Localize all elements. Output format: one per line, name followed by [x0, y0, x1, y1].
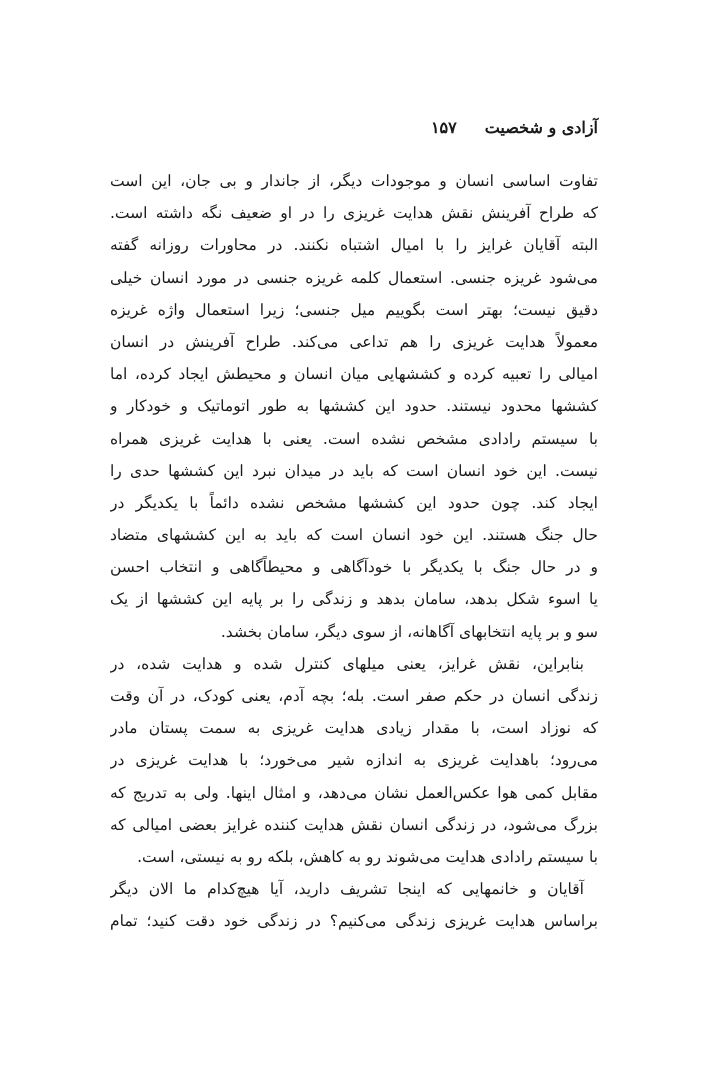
paragraph-2: [110, 648, 598, 873]
text-line: دقیق نیست؛ بهتر است بگوییم میل جنسی؛ زیرا استعمال واژه غریزه: [110, 300, 598, 319]
body-text: [110, 165, 598, 938]
text-line: با سیستم رادادی مشخص نشده است. یعنی با هدایت غریزی همراه: [110, 429, 598, 448]
running-head: [350, 118, 598, 144]
paragraph-3: [110, 873, 598, 937]
text-line: مقابل کمی هوا عکس‌العمل نشان می‌دهد، و امثال اینها. ولی به تدریج که: [110, 783, 598, 802]
paragraph-1: [110, 165, 598, 648]
text-line: آقایان و خانمهایی که اینجا تشریف دارید، آیا هیچ‌کدام ما الان دیگر: [110, 880, 584, 899]
text-line: زندگی انسان در حکم صفر است. بله؛ بچه آدم، یعنی کودک، در آن وقت: [110, 687, 598, 705]
text-line: البته آقایان غرایز را با امیال اشتباه نکنند. در محاورات روزانه گفته: [110, 236, 598, 255]
text-line: تفاوت اساسی انسان و موجودات دیگر، از جاندار و بی جان، این است: [110, 172, 598, 190]
text-line: ایجاد کند. چون حدود این کششها مشخص نشده دائماً با یکدیگر در: [110, 493, 598, 512]
running-head-title: آزادی و شخصیت: [484, 118, 598, 137]
text-line: می‌شود غریزه جنسی. استعمال کلمه غریزه جنسی در مورد انسان خیلی: [110, 268, 598, 287]
text-line: کششها محدود نیستند. حدود این کششها به طور اتوماتیک و خودکار و: [110, 397, 598, 416]
text-line: براساس هدایت غریزی زندگی می‌کنیم؟ در زندگی خود دقت کنید؛ تمام: [110, 912, 598, 931]
text-line: یا اسوء شکل بدهد، سامان بدهد و زندگی را بر پایه این کششها از یک: [110, 590, 598, 609]
text-line: با سیستم رادادی هدایت می‌شوند رو به کاهش، بلکه رو به نیستی، است.: [137, 847, 598, 866]
text-line: امیالی را تعبیه کرده و کششهایی میان انسان و محیطش ایجاد کرده، اما: [110, 365, 598, 384]
text-line: نیست. این خود انسان است که باید در میدان نبرد این کششها حدی را: [110, 461, 598, 480]
text-line: سو و بر پایه انتخابهای آگاهانه، از سوی دیگر، سامان بخشد.: [220, 622, 598, 641]
text-line: بنابراین، نقش غرایز، یعنی میلهای کنترل شده و هدایت شده، در: [110, 654, 584, 673]
text-line: معمولاً هدایت غریزی را هم تداعی می‌کند. طراح آفرینش در انسان: [110, 332, 598, 351]
text-line: بزرگ می‌شود، در زندگی انسان نقش هدایت کننده غرایز بعضی امیالی که: [110, 815, 598, 834]
page-number: ۱۵۷: [430, 118, 457, 137]
text-line: و در حال جنگ با یکدیگر با خودآگاهی و محیطاًگاهی و انتخاب احسن: [110, 558, 598, 577]
text-line: می‌رود؛ باهدایت غریزی به اندازه شیر می‌خورد؛ با هدایت غریزی در: [110, 751, 598, 770]
text-line: حال جنگ هستند. این خود انسان است که باید به این کششهای متضاد: [110, 526, 598, 545]
text-line: که نوزاد است، با مقدار زیادی هدایت غریزی به سمت پستان مادر: [110, 719, 598, 738]
text-line: که طراح آفرینش نقش هدایت غریزی را در او ضعیف نگه داشته است.: [110, 204, 598, 223]
